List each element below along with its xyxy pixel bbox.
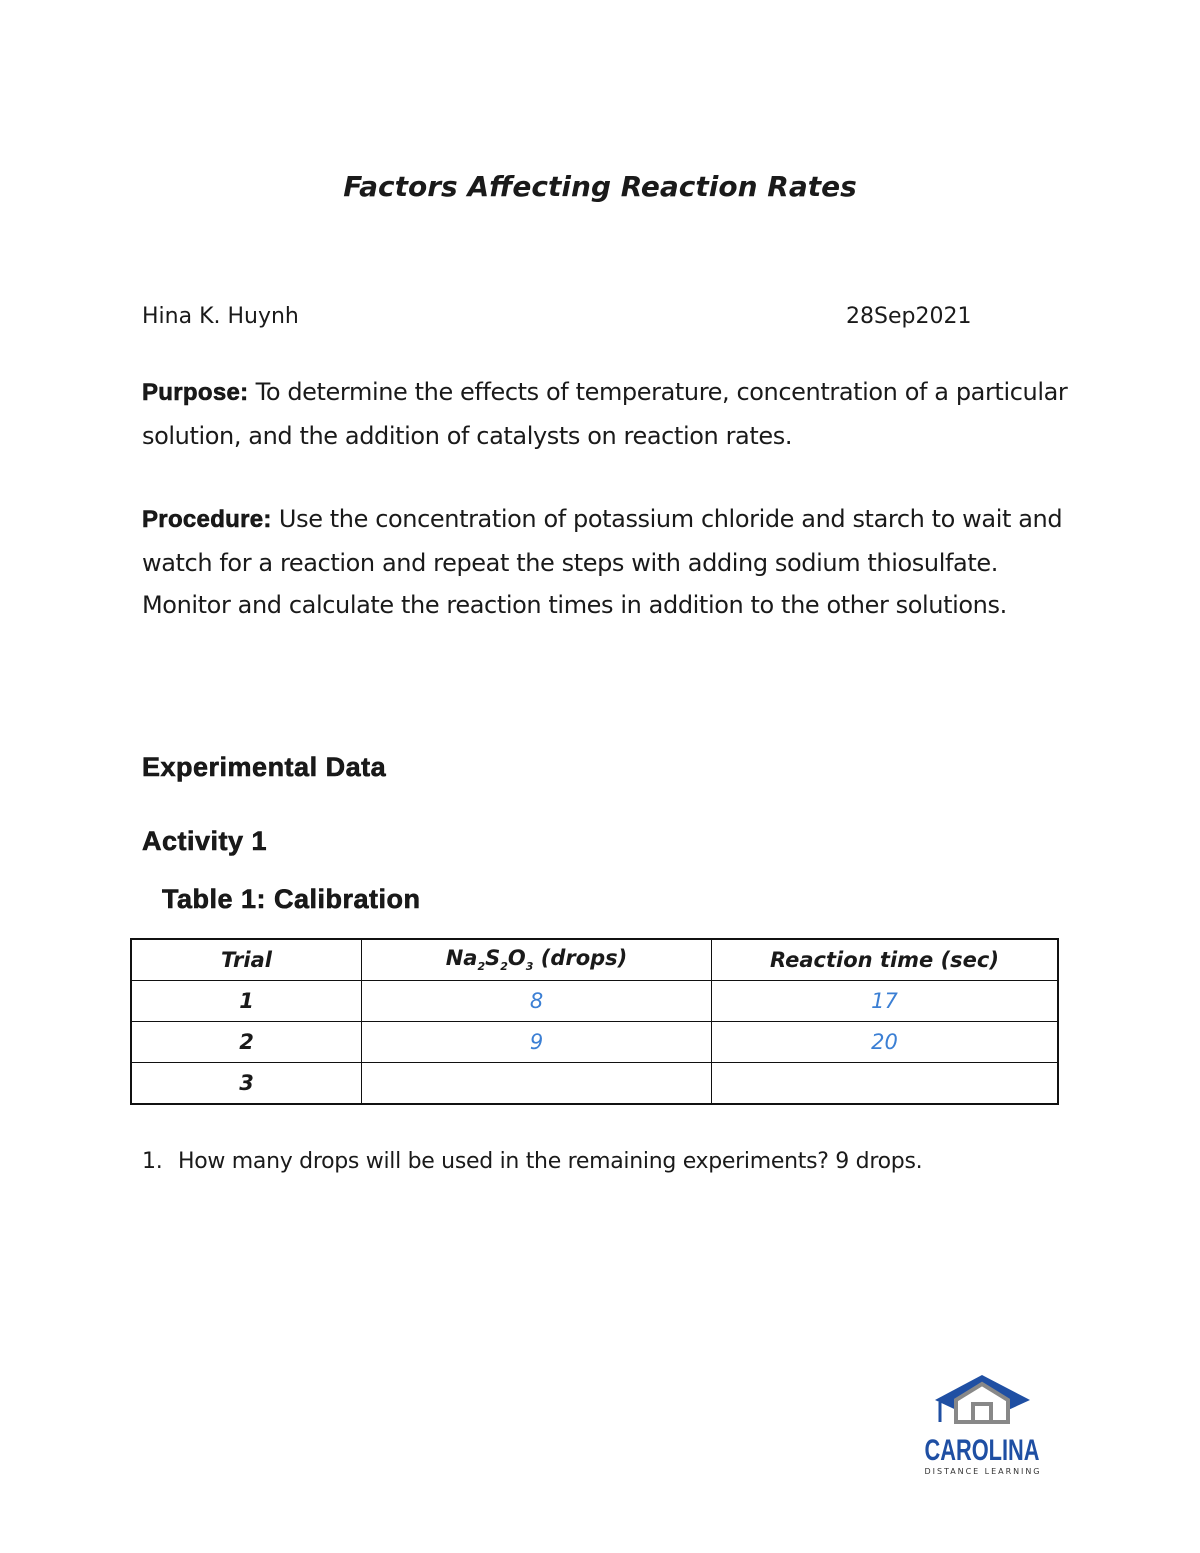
cell-time: 20 xyxy=(712,1022,1059,1063)
experimental-data-heading: Experimental Data xyxy=(142,752,387,782)
table-row xyxy=(131,1063,1058,1105)
table-row xyxy=(131,981,1058,1022)
cell-trial: 2 xyxy=(131,1022,362,1063)
calibration-table xyxy=(130,938,1059,1105)
question-text: How many drops will be used in the remaining experiments? 9 drops. xyxy=(178,1149,923,1174)
formula-sub: 2 xyxy=(477,960,486,974)
header-drops-unit: (drops) xyxy=(533,946,628,971)
svg-text:DISTANCE LEARNING: DISTANCE LEARNING xyxy=(924,1467,1040,1476)
formula-sub: 3 xyxy=(525,960,534,974)
document-title: Factors Affecting Reaction Rates xyxy=(343,170,857,203)
table-header-row xyxy=(131,939,1058,981)
author-name: Hina K. Huynh xyxy=(142,304,299,329)
cell-drops xyxy=(362,1063,712,1105)
cell-drops: 9 xyxy=(362,1022,712,1063)
table-row xyxy=(131,1022,1058,1063)
svg-text:CAROLINA: CAROLINA xyxy=(924,1434,1040,1467)
header-drops xyxy=(362,939,712,981)
header-trial: Trial xyxy=(131,939,362,981)
document-date: 28Sep2021 xyxy=(846,304,972,329)
formula-s: S xyxy=(485,946,501,971)
activity-heading: Activity 1 xyxy=(142,826,268,856)
purpose-text: To determine the effects of temperature, concentration of a particular solution, and the addition of catalysts on reaction rates. xyxy=(142,378,1068,450)
formula-sub: 2 xyxy=(500,960,508,974)
purpose-label: Purpose: xyxy=(142,379,249,406)
question-item xyxy=(142,1149,922,1174)
cell-time xyxy=(712,1063,1059,1105)
table-title: Table 1: Calibration xyxy=(162,884,421,914)
question-number: 1. xyxy=(142,1149,163,1174)
formula-na: Na xyxy=(445,946,478,971)
cell-trial: 3 xyxy=(131,1063,362,1105)
header-time: Reaction time (sec) xyxy=(712,939,1059,981)
cell-drops: 8 xyxy=(362,981,712,1022)
procedure-paragraph xyxy=(142,498,1072,627)
cell-trial: 1 xyxy=(131,981,362,1022)
carolina-logo xyxy=(920,1372,1045,1480)
purpose-paragraph xyxy=(142,371,1072,457)
cell-time: 17 xyxy=(712,981,1059,1022)
procedure-text: Use the concentration of potassium chloride and starch to wait and watch for a reaction and repeat the steps with adding sodium thiosulfate. Monitor and calculate the reaction times in addition to the other solutions. xyxy=(142,505,1063,619)
procedure-label: Procedure: xyxy=(142,506,272,533)
formula-o: O xyxy=(507,946,526,971)
